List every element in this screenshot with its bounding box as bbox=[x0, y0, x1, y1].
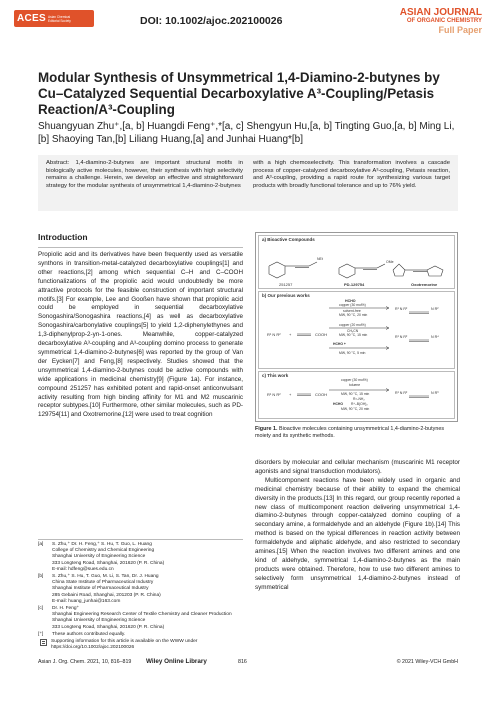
affiliation-item: [b] S. Zhu,⁺ S. Hu, T. Guo, M. Li, S. Tan, Dr. J. Huang China State Institute of Pharmaceutical Industry Shanghai Institute of Pharmaceutical Industry 285 Gebaini Road, Shanghai, 201203 (P. R. China) E-mail: huang_junhai@163.com bbox=[38, 574, 161, 604]
svg-text:N R³: N R³ bbox=[431, 391, 439, 395]
svg-text:PD-129754: PD-129754 bbox=[344, 282, 365, 287]
previous-work-scheme bbox=[259, 292, 456, 370]
figure-1 bbox=[255, 232, 458, 422]
figure-panel-c: c) This work R¹ N R² + COOH copper (30 mol%) toluene MW, 90 °C, 15 min R³–NH₂ R⁴–B(OH)₂ HCHO MW, 90 °C, 20 min R¹ N R² N R³ bbox=[258, 371, 455, 419]
document-icon bbox=[40, 639, 47, 646]
svg-text:HCHO: HCHO bbox=[345, 299, 356, 303]
svg-text:OMe: OMe bbox=[386, 260, 394, 264]
svg-text:+: + bbox=[289, 332, 292, 337]
figure-panel-b: b) Our previous works R¹ N R² + COOH HCHO copper (30 mol%) solvent-free MW, 90 °C, 20 min copper (20 mol%) CH₃CN MW, 90 °C, 15 min HCHO + MW, 90 °C, 5 min R¹ N R² N R² R¹ N R² N R⁴ bbox=[258, 291, 455, 369]
this-work-scheme bbox=[259, 372, 456, 420]
svg-text:copper (20 mol%): copper (20 mol%) bbox=[339, 323, 366, 327]
svg-text:toluene: toluene bbox=[349, 383, 361, 387]
svg-text:COOH: COOH bbox=[315, 332, 327, 337]
svg-text:NEt: NEt bbox=[317, 257, 323, 261]
affiliation-item: [⁺] These authors contributed equally. bbox=[38, 631, 126, 637]
svg-text:copper (30 mol%): copper (30 mol%) bbox=[339, 303, 366, 307]
abstract-box bbox=[38, 155, 458, 211]
svg-text:R³–NH₂: R³–NH₂ bbox=[353, 397, 365, 401]
affiliations bbox=[38, 542, 243, 651]
svg-text:R¹ N R²: R¹ N R² bbox=[395, 307, 408, 311]
section-title: Introduction bbox=[38, 232, 88, 242]
abstract-left: Abstract: 1,4-diamino-2-butynes are important structural motifs in biologically active molecules, however, their synthesis with high selectivity remains a challenge. Herein, we develop an effective and straightforward strategy for the modular synthesis of unsymmetrical 1,4-diamino-2-butynes bbox=[46, 160, 243, 189]
supporting-info[interactable]: Supporting information for this article is available on the WWW under https://doi.org/10.1002/ajoc.202100026 bbox=[38, 639, 243, 651]
svg-text:MW, 90 °C, 15 min: MW, 90 °C, 15 min bbox=[341, 392, 370, 396]
wiley-online-library-link[interactable]: Wiley Online Library bbox=[146, 658, 207, 665]
svg-text:R¹ N R²: R¹ N R² bbox=[267, 392, 281, 397]
article-title: Modular Synthesis of Unsymmetrical 1,4-Diamino-2-butynes by Cu–Catalyzed Sequential Decarboxylative A³-Coupling/Petasis Reaction/A³-Coupling bbox=[38, 70, 440, 117]
intro-paragraph: Multicomponent reactions have been widely used in organic and medicinal chemistry because of their ability to expand the chemical diversity in the products.[13] In this regard, our group recently reported a new class of multicomponent reaction delivering unsymmetrical 1,4-diamino-2-butynes through copper-catalyzed domino coupling of a secondary amine, a formaldehyde and an aldehyde (Figure 1b).[14] This method is based on the typical differences in reaction activity between formaldehyde and aliphatic aldehyde, and also restricted to secondary amines.[15] When the reaction involves two different amines and one kind of aldehyde, symmetrical 1,4-diamino-2-butynes as the main products were obtained. Therefore, how to use two different amines to selectively form unsymmetrical 1,4-diamino-2-butynes instead of symmetrical bbox=[255, 476, 460, 591]
svg-text:+: + bbox=[289, 392, 292, 397]
abstract-right: with a high chemoselectivity. This transformation involves a cascade process of copper-catalyzed decarboxylative A³-coupling, Petasis reaction, and A³-coupling, providing a rapid route for synthesizing various target products with broadly functional tolerance and up to 76% yield. bbox=[253, 160, 450, 189]
svg-text:CH₃CN: CH₃CN bbox=[347, 329, 359, 333]
intro-right-column bbox=[255, 459, 460, 593]
copyright: © 2021 Wiley-VCH GmbH bbox=[396, 659, 458, 665]
intro-paragraph: Propiolic acid and its derivatives have been frequently used as versatile synthons in transition-metal-catalyzed decarboxylative couplings[1] and other reactions,[2] among which sequential C–H and C–COOH functionalizations of the propiolic acid would undoubtedly be more attractive protocols for the feasible construction of important structural motifs.[3] For example, Lee and Gooßen have shown that propiolic acid could be employed in sequential decarboxylative Sonogashira/Sonogashira reactions,[4] as well as decarboxylative Sonogashira/carbonylative couplings[5] to yield 1,2-diphenylethynes and 1,3-diphenylprop-2-yn-1-ones. Meanwhile, copper-catalyzed decarboxylative A³-coupling and A³-coupling domino process to generate symmetrical 1,4-diamino-2-butynes[6] was reported by the group of Van der Eycken[7] and Feng,[8] respectively. Studies showed that the unsymmetrical 1,4-diamino-2-butynes could be active compounds with wide applications in medicinal chemistry[9] (Figure 1a). For instance, compound 251257 has exhibited potent and rapid-onset anticonvulsant activity resulting from high binding affinity for M1 and M2 muscarinic receptor subtypes.[10] Furthermore, other similar molecules, such as PD-129754[11] and Oxotremorine,[12] were used to treat cognition bbox=[38, 251, 243, 419]
svg-text:R¹ N R²: R¹ N R² bbox=[267, 332, 281, 337]
intro-left-column bbox=[38, 251, 243, 420]
bioactive-structures bbox=[259, 236, 456, 290]
figure-caption: Figure 1. Bioactive molecules containing unsymmetrical 1,4-diamino-2-butynes moiety and its synthetic methods. bbox=[255, 426, 445, 439]
svg-text:R¹ N R²: R¹ N R² bbox=[395, 335, 408, 339]
svg-text:251257: 251257 bbox=[279, 282, 293, 287]
affiliation-item: [c] Dr. H. Feng⁺ Shanghai Engineering Research Center of Textile Chemistry and Cleaner Production Shanghai University of Engineering Science 333 Longteng Road, Shanghai, 201620 (P. R. China) bbox=[38, 606, 232, 630]
intro-paragraph: disorders by molecular and cellular mechanism (muscarinic M1 receptor agonists and signal transduction modulators). bbox=[255, 459, 460, 475]
page-number: 816 bbox=[238, 659, 247, 665]
svg-text:MW, 90 °C, 20 min: MW, 90 °C, 20 min bbox=[341, 407, 370, 411]
svg-text:copper (30 mol%): copper (30 mol%) bbox=[341, 378, 368, 382]
citation: Asian J. Org. Chem. 2021, 10, 816–819 bbox=[38, 659, 132, 665]
page-footer bbox=[38, 658, 458, 668]
svg-text:R¹ N R²: R¹ N R² bbox=[395, 391, 408, 395]
doi-link[interactable]: DOI: 10.1002/ajoc.202100026 bbox=[140, 15, 283, 27]
svg-text:N R²: N R² bbox=[431, 307, 439, 311]
svg-text:MW, 90 °C, 15 min: MW, 90 °C, 15 min bbox=[339, 333, 368, 337]
svg-text:R⁴–B(OH)₂: R⁴–B(OH)₂ bbox=[351, 402, 368, 406]
divider bbox=[38, 247, 243, 248]
svg-text:MW, 90 °C, 20 min: MW, 90 °C, 20 min bbox=[339, 313, 368, 317]
svg-text:HCHO: HCHO bbox=[333, 402, 343, 406]
svg-text:HCHO +: HCHO + bbox=[333, 342, 346, 346]
affiliation-item: [a] S. Zhu,⁺ Dr. H. Feng,⁺ S. Hu, T. Guo, L. Huang College of Chemistry and Chemical Engineering Shanghai University of Engineering Science 333 Longteng Road, Shanghai, 201620 (P. R. China) E-mail: hdfeng@sues.edu.cn bbox=[38, 542, 165, 572]
svg-text:MW, 90 °C, 5 min: MW, 90 °C, 5 min bbox=[339, 351, 366, 355]
page-header bbox=[0, 0, 496, 46]
figure-panel-a: a) Bioactive Compounds NEt OMe 251257 PD-129754 Oxotremorine bbox=[258, 235, 455, 289]
journal-logo: ASIAN JOURNAL OF ORGANIC CHEMISTRY Full Paper bbox=[399, 7, 482, 35]
svg-text:COOH: COOH bbox=[315, 392, 327, 397]
svg-text:Oxotremorine: Oxotremorine bbox=[411, 282, 438, 287]
author-list: Shuangyuan Zhu⁺,[a, b] Huangdi Feng⁺,*[a, c] Shengyun Hu,[a, b] Tingting Guo,[a, b] Ming Li,[b] Shaoying Tan,[b] Liliang Huang,[a] and Junhai Huang*[b] bbox=[38, 121, 455, 145]
aces-logo: ACES Asian Chemical Editorial Society bbox=[14, 10, 94, 27]
svg-text:N R⁴: N R⁴ bbox=[431, 335, 439, 339]
svg-text:solvent-free: solvent-free bbox=[343, 309, 361, 313]
divider bbox=[38, 539, 243, 540]
